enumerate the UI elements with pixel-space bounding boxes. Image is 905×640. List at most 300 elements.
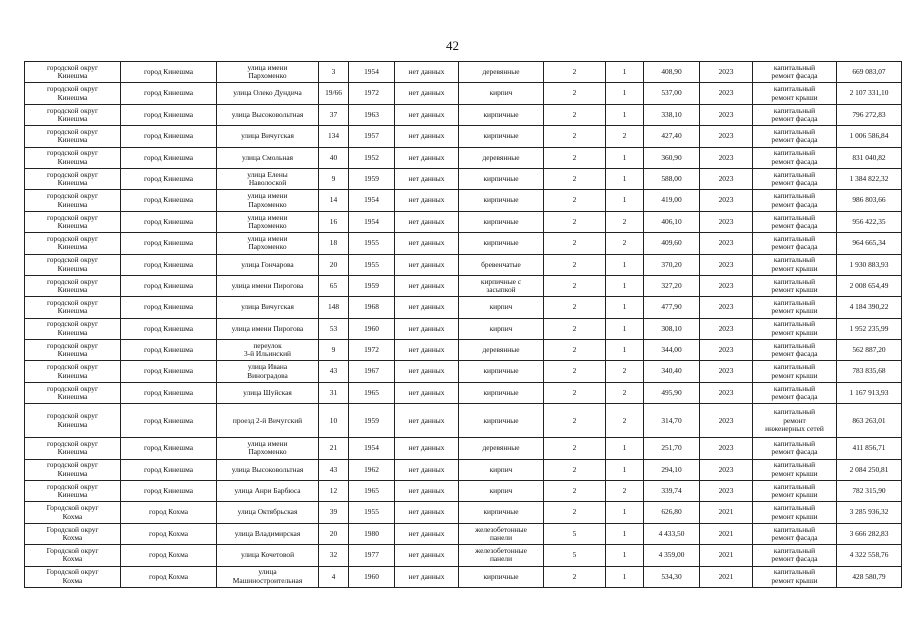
table-row: [25, 404, 902, 438]
floors-cell: 2: [544, 382, 606, 403]
floors-cell: 2: [544, 459, 606, 480]
street-cell: улица Октябрьская: [217, 502, 319, 523]
entrances-cell: 1: [606, 190, 644, 211]
wall-material-cell: кирпич: [459, 83, 544, 104]
wall-material-cell: кирпичные: [459, 233, 544, 254]
repair-year-cell: 2023: [700, 361, 753, 382]
street-cell: улица Вичугская: [217, 126, 319, 147]
area-cell: 534,30: [644, 566, 700, 587]
street-cell: переулок 3-й Ильинский: [217, 340, 319, 361]
cost-cell: 831 040,82: [837, 147, 902, 168]
area-cell: 409,60: [644, 233, 700, 254]
repair-year-cell: 2023: [700, 168, 753, 189]
city-cell: город Кинешма: [121, 83, 217, 104]
table-row: [25, 147, 902, 168]
year-built-cell: 1960: [349, 566, 395, 587]
repair-year-cell: 2023: [700, 459, 753, 480]
cost-cell: 428 580,79: [837, 566, 902, 587]
year-privatization-cell: нет данных: [395, 566, 459, 587]
entrances-cell: 1: [606, 83, 644, 104]
cost-cell: 3 285 936,32: [837, 502, 902, 523]
table-row: [25, 481, 902, 502]
repair-year-cell: 2023: [700, 254, 753, 275]
street-cell: улица имени Пархоменко: [217, 438, 319, 459]
year-privatization-cell: нет данных: [395, 62, 459, 83]
house-number-cell: 31: [319, 382, 349, 403]
table-row: [25, 361, 902, 382]
cost-cell: 964 665,34: [837, 233, 902, 254]
house-number-cell: 9: [319, 168, 349, 189]
city-cell: город Кохма: [121, 502, 217, 523]
year-built-cell: 1963: [349, 104, 395, 125]
district-cell: городской округ Кинешма: [25, 126, 121, 147]
area-cell: 537,00: [644, 83, 700, 104]
house-number-cell: 43: [319, 361, 349, 382]
city-cell: город Кинешма: [121, 233, 217, 254]
area-cell: 327,20: [644, 275, 700, 296]
city-cell: город Кинешма: [121, 481, 217, 502]
house-number-cell: 16: [319, 211, 349, 232]
entrances-cell: 1: [606, 275, 644, 296]
entrances-cell: 1: [606, 523, 644, 544]
city-cell: город Кинешма: [121, 382, 217, 403]
house-number-cell: 3: [319, 62, 349, 83]
district-cell: городской округ Кинешма: [25, 481, 121, 502]
district-cell: городской округ Кинешма: [25, 361, 121, 382]
year-built-cell: 1980: [349, 523, 395, 544]
street-cell: улица Гончарова: [217, 254, 319, 275]
floors-cell: 2: [544, 481, 606, 502]
work-type-cell: капитальный ремонт фасада: [753, 168, 837, 189]
cost-cell: 2 107 331,10: [837, 83, 902, 104]
floors-cell: 2: [544, 168, 606, 189]
table-row: [25, 233, 902, 254]
year-privatization-cell: нет данных: [395, 190, 459, 211]
floors-cell: 2: [544, 233, 606, 254]
year-privatization-cell: нет данных: [395, 545, 459, 566]
work-type-cell: капитальный ремонт фасада: [753, 104, 837, 125]
work-type-cell: капитальный ремонт крыши: [753, 502, 837, 523]
area-cell: 338,10: [644, 104, 700, 125]
repair-year-cell: 2023: [700, 62, 753, 83]
entrances-cell: 1: [606, 502, 644, 523]
table-row: [25, 275, 902, 296]
repair-year-cell: 2023: [700, 297, 753, 318]
district-cell: городской округ Кинешма: [25, 297, 121, 318]
house-number-cell: 4: [319, 566, 349, 587]
area-cell: 360,90: [644, 147, 700, 168]
house-number-cell: 134: [319, 126, 349, 147]
floors-cell: 2: [544, 83, 606, 104]
entrances-cell: 1: [606, 318, 644, 339]
city-cell: город Кинешма: [121, 190, 217, 211]
table-row: [25, 459, 902, 480]
work-type-cell: капитальный ремонт фасада: [753, 340, 837, 361]
year-privatization-cell: нет данных: [395, 523, 459, 544]
table-row: [25, 566, 902, 587]
entrances-cell: 1: [606, 147, 644, 168]
district-cell: городской округ Кинешма: [25, 438, 121, 459]
wall-material-cell: кирпич: [459, 459, 544, 480]
wall-material-cell: кирпичные: [459, 104, 544, 125]
city-cell: город Кинешма: [121, 62, 217, 83]
cost-cell: 1 167 913,93: [837, 382, 902, 403]
area-cell: 477,90: [644, 297, 700, 318]
repair-year-cell: 2023: [700, 126, 753, 147]
cost-cell: 986 803,66: [837, 190, 902, 211]
table-row: [25, 190, 902, 211]
cost-cell: 4 322 558,76: [837, 545, 902, 566]
district-cell: городской округ Кинешма: [25, 404, 121, 438]
work-type-cell: капитальный ремонт крыши: [753, 275, 837, 296]
district-cell: городской округ Кинешма: [25, 233, 121, 254]
repair-year-cell: 2023: [700, 83, 753, 104]
table-row: [25, 297, 902, 318]
cost-cell: 2 008 654,49: [837, 275, 902, 296]
district-cell: городской округ Кинешма: [25, 168, 121, 189]
area-cell: 314,70: [644, 404, 700, 438]
work-type-cell: капитальный ремонт крыши: [753, 254, 837, 275]
city-cell: город Кохма: [121, 566, 217, 587]
repair-year-cell: 2021: [700, 523, 753, 544]
district-cell: Городской округ Кохма: [25, 502, 121, 523]
repair-year-cell: 2023: [700, 438, 753, 459]
house-number-cell: 43: [319, 459, 349, 480]
entrances-cell: 1: [606, 545, 644, 566]
year-built-cell: 1962: [349, 459, 395, 480]
house-number-cell: 21: [319, 438, 349, 459]
floors-cell: 2: [544, 361, 606, 382]
work-type-cell: капитальный ремонт фасада: [753, 147, 837, 168]
area-cell: 427,40: [644, 126, 700, 147]
year-privatization-cell: нет данных: [395, 233, 459, 254]
year-built-cell: 1955: [349, 233, 395, 254]
work-type-cell: капитальный ремонт крыши: [753, 481, 837, 502]
street-cell: улица имени Пархоменко: [217, 211, 319, 232]
area-cell: 294,10: [644, 459, 700, 480]
table-row: [25, 340, 902, 361]
wall-material-cell: кирпичные: [459, 126, 544, 147]
entrances-cell: 2: [606, 404, 644, 438]
cost-cell: 411 856,71: [837, 438, 902, 459]
table-row: [25, 83, 902, 104]
repair-year-cell: 2023: [700, 147, 753, 168]
floors-cell: 2: [544, 297, 606, 318]
area-cell: 370,20: [644, 254, 700, 275]
entrances-cell: 1: [606, 62, 644, 83]
district-cell: Городской округ Кохма: [25, 566, 121, 587]
area-cell: 4 359,00: [644, 545, 700, 566]
street-cell: улица Шуйская: [217, 382, 319, 403]
year-built-cell: 1967: [349, 361, 395, 382]
wall-material-cell: кирпич: [459, 481, 544, 502]
year-privatization-cell: нет данных: [395, 126, 459, 147]
entrances-cell: 1: [606, 459, 644, 480]
street-cell: улица имени Пирогова: [217, 275, 319, 296]
floors-cell: 2: [544, 404, 606, 438]
house-number-cell: 14: [319, 190, 349, 211]
house-number-cell: 12: [319, 481, 349, 502]
year-privatization-cell: нет данных: [395, 340, 459, 361]
floors-cell: 2: [544, 62, 606, 83]
repair-year-cell: 2023: [700, 340, 753, 361]
city-cell: город Кинешма: [121, 297, 217, 318]
wall-material-cell: кирпичные: [459, 502, 544, 523]
city-cell: город Кинешма: [121, 340, 217, 361]
wall-material-cell: кирпичные: [459, 404, 544, 438]
repair-year-cell: 2023: [700, 211, 753, 232]
city-cell: город Кинешма: [121, 168, 217, 189]
house-number-cell: 65: [319, 275, 349, 296]
entrances-cell: 2: [606, 361, 644, 382]
year-built-cell: 1959: [349, 275, 395, 296]
street-cell: улица имени Пархоменко: [217, 62, 319, 83]
table-row: [25, 545, 902, 566]
entrances-cell: 2: [606, 211, 644, 232]
street-cell: улица Машиностроительная: [217, 566, 319, 587]
area-cell: 4 433,50: [644, 523, 700, 544]
work-type-cell: капитальный ремонт фасада: [753, 190, 837, 211]
wall-material-cell: кирпичные: [459, 361, 544, 382]
city-cell: город Кохма: [121, 523, 217, 544]
wall-material-cell: кирпич: [459, 318, 544, 339]
work-type-cell: капитальный ремонт фасада: [753, 233, 837, 254]
wall-material-cell: деревянные: [459, 438, 544, 459]
entrances-cell: 1: [606, 297, 644, 318]
area-cell: 408,90: [644, 62, 700, 83]
work-type-cell: капитальный ремонт крыши: [753, 318, 837, 339]
table-row: [25, 438, 902, 459]
cost-cell: 863 263,01: [837, 404, 902, 438]
table-row: [25, 168, 902, 189]
street-cell: улица Анри Барбюса: [217, 481, 319, 502]
house-number-cell: 148: [319, 297, 349, 318]
housing-registry-table: [24, 61, 902, 588]
work-type-cell: капитальный ремонт крыши: [753, 83, 837, 104]
entrances-cell: 1: [606, 566, 644, 587]
table-row: [25, 318, 902, 339]
cost-cell: 2 084 250,81: [837, 459, 902, 480]
city-cell: город Кохма: [121, 545, 217, 566]
area-cell: 340,40: [644, 361, 700, 382]
house-number-cell: 18: [319, 233, 349, 254]
year-privatization-cell: нет данных: [395, 147, 459, 168]
year-privatization-cell: нет данных: [395, 83, 459, 104]
work-type-cell: капитальный ремонт крыши: [753, 566, 837, 587]
city-cell: город Кинешма: [121, 254, 217, 275]
entrances-cell: 1: [606, 340, 644, 361]
table-row: [25, 523, 902, 544]
street-cell: улица Елены Наволоской: [217, 168, 319, 189]
year-privatization-cell: нет данных: [395, 361, 459, 382]
year-privatization-cell: нет данных: [395, 254, 459, 275]
city-cell: город Кинешма: [121, 404, 217, 438]
repair-year-cell: 2023: [700, 190, 753, 211]
city-cell: город Кинешма: [121, 318, 217, 339]
entrances-cell: 1: [606, 254, 644, 275]
street-cell: улица Владимирская: [217, 523, 319, 544]
floors-cell: 2: [544, 254, 606, 275]
floors-cell: 2: [544, 566, 606, 587]
floors-cell: 5: [544, 523, 606, 544]
page-number: 42: [446, 38, 459, 53]
year-built-cell: 1954: [349, 190, 395, 211]
street-cell: проезд 2-й Вичугский: [217, 404, 319, 438]
city-cell: город Кинешма: [121, 211, 217, 232]
entrances-cell: 2: [606, 233, 644, 254]
city-cell: город Кинешма: [121, 147, 217, 168]
cost-cell: 782 315,90: [837, 481, 902, 502]
floors-cell: 2: [544, 147, 606, 168]
year-privatization-cell: нет данных: [395, 382, 459, 403]
wall-material-cell: деревянные: [459, 340, 544, 361]
table-row: [25, 104, 902, 125]
wall-material-cell: кирпич: [459, 297, 544, 318]
year-built-cell: 1952: [349, 147, 395, 168]
house-number-cell: 10: [319, 404, 349, 438]
cost-cell: 562 887,20: [837, 340, 902, 361]
district-cell: городской округ Кинешма: [25, 275, 121, 296]
wall-material-cell: кирпичные: [459, 211, 544, 232]
wall-material-cell: железобетонные панели: [459, 545, 544, 566]
floors-cell: 2: [544, 340, 606, 361]
table-row: [25, 502, 902, 523]
repair-year-cell: 2023: [700, 481, 753, 502]
cost-cell: 4 184 390,22: [837, 297, 902, 318]
repair-year-cell: 2023: [700, 275, 753, 296]
work-type-cell: капитальный ремонт фасада: [753, 62, 837, 83]
floors-cell: 2: [544, 275, 606, 296]
district-cell: городской округ Кинешма: [25, 340, 121, 361]
street-cell: улица имени Пархоменко: [217, 190, 319, 211]
floors-cell: 2: [544, 104, 606, 125]
district-cell: городской округ Кинешма: [25, 459, 121, 480]
entrances-cell: 2: [606, 126, 644, 147]
entrances-cell: 2: [606, 382, 644, 403]
city-cell: город Кинешма: [121, 275, 217, 296]
street-cell: улица имени Пархоменко: [217, 233, 319, 254]
repair-year-cell: 2021: [700, 545, 753, 566]
cost-cell: 1 384 822,32: [837, 168, 902, 189]
city-cell: город Кинешма: [121, 126, 217, 147]
district-cell: городской округ Кинешма: [25, 318, 121, 339]
wall-material-cell: деревянные: [459, 62, 544, 83]
year-privatization-cell: нет данных: [395, 481, 459, 502]
year-privatization-cell: нет данных: [395, 104, 459, 125]
work-type-cell: капитальный ремонт крыши: [753, 361, 837, 382]
work-type-cell: капитальный ремонт крыши: [753, 297, 837, 318]
work-type-cell: капитальный ремонт крыши: [753, 459, 837, 480]
area-cell: 339,74: [644, 481, 700, 502]
year-built-cell: 1954: [349, 211, 395, 232]
area-cell: 406,10: [644, 211, 700, 232]
work-type-cell: капитальный ремонт фасада: [753, 438, 837, 459]
house-number-cell: 20: [319, 523, 349, 544]
repair-year-cell: 2023: [700, 233, 753, 254]
house-number-cell: 39: [319, 502, 349, 523]
year-built-cell: 1959: [349, 168, 395, 189]
entrances-cell: 1: [606, 168, 644, 189]
cost-cell: 1 930 883,93: [837, 254, 902, 275]
area-cell: 588,00: [644, 168, 700, 189]
city-cell: город Кинешма: [121, 104, 217, 125]
year-built-cell: 1965: [349, 382, 395, 403]
area-cell: 344,00: [644, 340, 700, 361]
table-row: [25, 254, 902, 275]
year-built-cell: 1954: [349, 438, 395, 459]
wall-material-cell: кирпичные: [459, 190, 544, 211]
area-cell: 626,80: [644, 502, 700, 523]
house-number-cell: 40: [319, 147, 349, 168]
street-cell: улица Олеко Дундича: [217, 83, 319, 104]
floors-cell: 2: [544, 211, 606, 232]
wall-material-cell: кирпичные с засыпкой: [459, 275, 544, 296]
city-cell: город Кинешма: [121, 361, 217, 382]
repair-year-cell: 2023: [700, 404, 753, 438]
cost-cell: 669 083,07: [837, 62, 902, 83]
year-built-cell: 1968: [349, 297, 395, 318]
cost-cell: 3 666 282,83: [837, 523, 902, 544]
table-row: [25, 62, 902, 83]
repair-year-cell: 2023: [700, 318, 753, 339]
floors-cell: 2: [544, 318, 606, 339]
year-built-cell: 1954: [349, 62, 395, 83]
year-built-cell: 1965: [349, 481, 395, 502]
repair-year-cell: 2023: [700, 104, 753, 125]
cost-cell: 1 006 586,84: [837, 126, 902, 147]
district-cell: городской округ Кинешма: [25, 254, 121, 275]
wall-material-cell: деревянные: [459, 147, 544, 168]
work-type-cell: капитальный ремонт инженерных сетей: [753, 404, 837, 438]
floors-cell: 2: [544, 190, 606, 211]
wall-material-cell: кирпичные: [459, 382, 544, 403]
year-privatization-cell: нет данных: [395, 168, 459, 189]
work-type-cell: капитальный ремонт фасада: [753, 523, 837, 544]
table-row: [25, 382, 902, 403]
cost-cell: 783 835,68: [837, 361, 902, 382]
year-privatization-cell: нет данных: [395, 275, 459, 296]
street-cell: улица Смольная: [217, 147, 319, 168]
year-built-cell: 1957: [349, 126, 395, 147]
cost-cell: 956 422,35: [837, 211, 902, 232]
house-number-cell: 9: [319, 340, 349, 361]
street-cell: улица Высоковольтная: [217, 459, 319, 480]
entrances-cell: 1: [606, 104, 644, 125]
year-privatization-cell: нет данных: [395, 459, 459, 480]
work-type-cell: капитальный ремонт фасада: [753, 126, 837, 147]
district-cell: городской округ Кинешма: [25, 147, 121, 168]
table-row: [25, 126, 902, 147]
work-type-cell: капитальный ремонт фасада: [753, 382, 837, 403]
area-cell: 495,90: [644, 382, 700, 403]
year-built-cell: 1977: [349, 545, 395, 566]
house-number-cell: 37: [319, 104, 349, 125]
wall-material-cell: бревенчатые: [459, 254, 544, 275]
floors-cell: 2: [544, 502, 606, 523]
cost-cell: 796 272,83: [837, 104, 902, 125]
district-cell: городской округ Кинешма: [25, 62, 121, 83]
year-built-cell: 1955: [349, 254, 395, 275]
street-cell: улица Кочетовой: [217, 545, 319, 566]
repair-year-cell: 2021: [700, 502, 753, 523]
floors-cell: 2: [544, 126, 606, 147]
area-cell: 419,00: [644, 190, 700, 211]
area-cell: 251,70: [644, 438, 700, 459]
year-built-cell: 1959: [349, 404, 395, 438]
street-cell: улица Высоковольтная: [217, 104, 319, 125]
house-number-cell: 19/66: [319, 83, 349, 104]
work-type-cell: капитальный ремонт фасада: [753, 545, 837, 566]
